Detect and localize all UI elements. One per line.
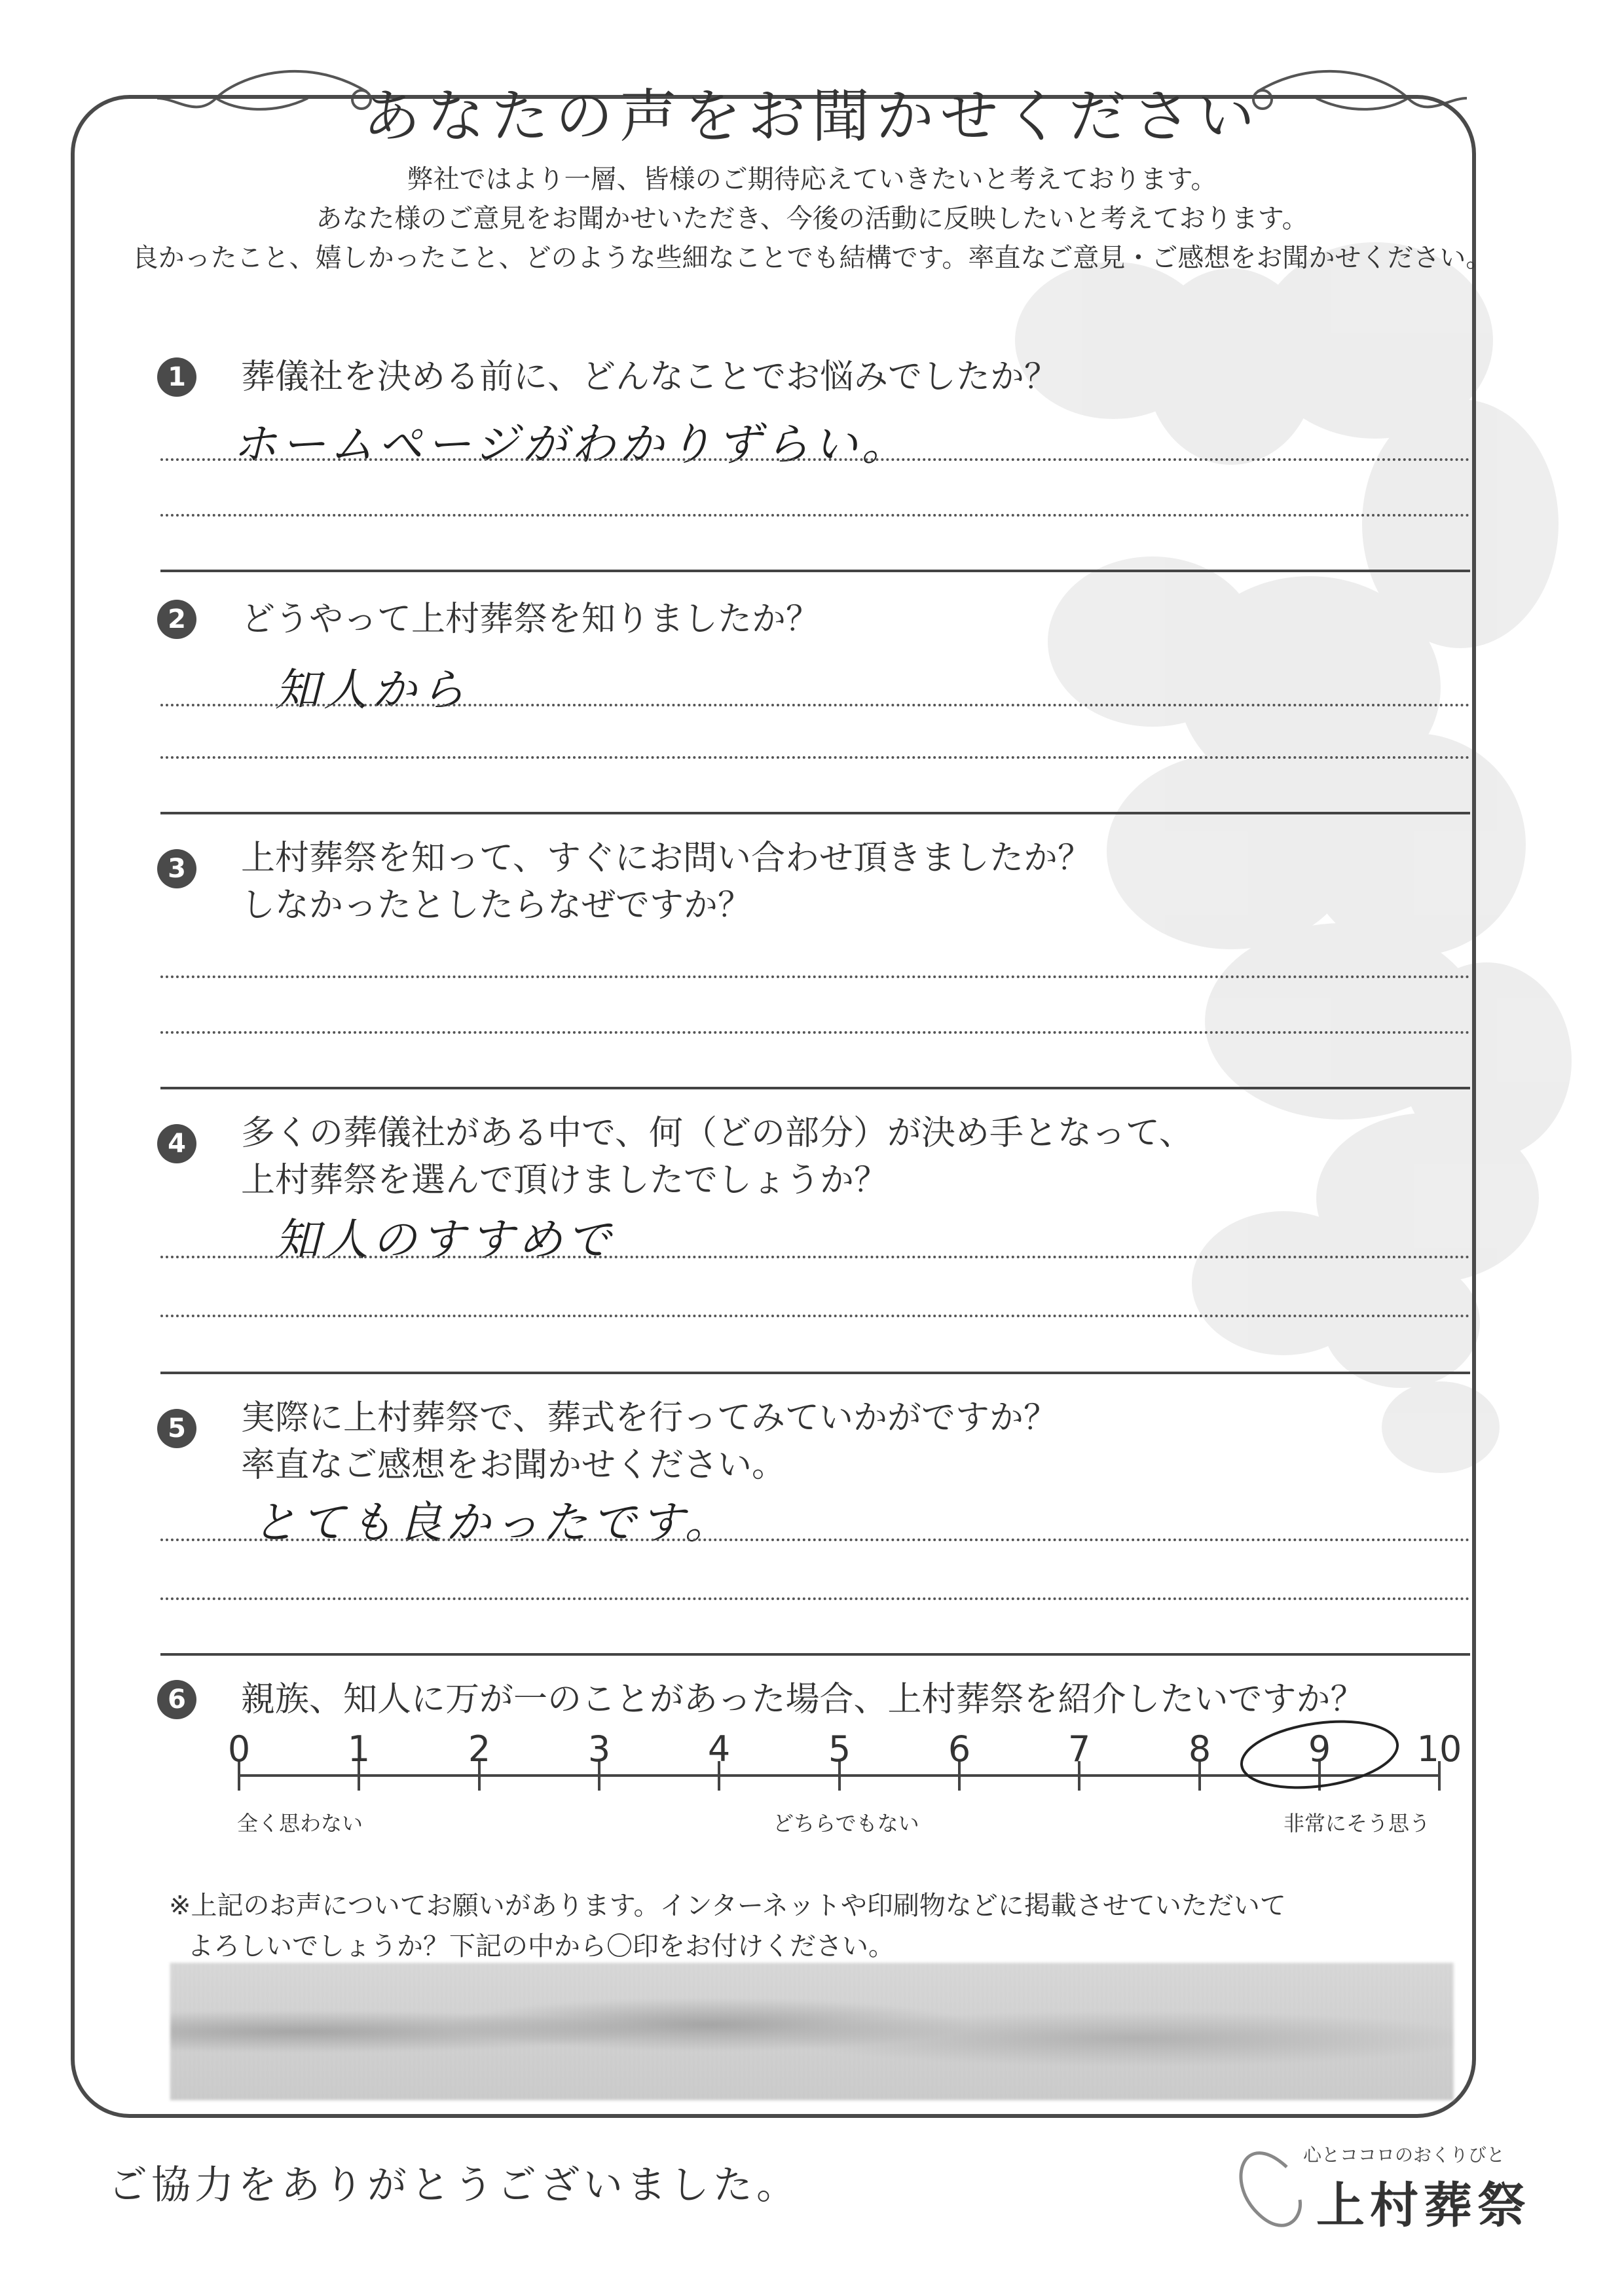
- answer-line: [160, 756, 1470, 759]
- answer-1: ホームページがわかりずらい。: [232, 419, 910, 471]
- question-number: 4: [157, 1124, 196, 1163]
- answer-line: [160, 458, 1470, 461]
- question-text: 葬儀社を決める前に、どんなことでお悩みでしたか？: [241, 357, 1059, 397]
- company-tagline: 心とココロのおくりびと: [1303, 2144, 1505, 2166]
- question-text: しなかったとしたらなぜですか？: [241, 886, 752, 925]
- answer-line: [160, 704, 1470, 706]
- intro-line: 良かったこと、嬉しかったこと、どのような些細なことでも結構です。率直なご意見・ご感想をお聞かせください。: [132, 243, 1492, 273]
- scale-tick-label-selected: 9: [1308, 1728, 1331, 1770]
- answer-line: [160, 1315, 1470, 1317]
- intro-line: あなた様のご意見をお聞かせいただき、今後の活動に反映したいと考えております。: [316, 204, 1308, 234]
- scale-tick-label: 5: [828, 1728, 851, 1770]
- question-number: 3: [157, 849, 196, 888]
- answer-line: [160, 1256, 1470, 1258]
- note-line: ※上記のお声についてお願いがあります。インターネットや印刷物などに掲載させていただいて: [169, 1891, 1286, 1921]
- answer-4: 知人のすすめで: [275, 1214, 615, 1266]
- answer-line: [160, 975, 1470, 978]
- intro-text: [0, 160, 1624, 278]
- scale-tick-label: 0: [227, 1728, 251, 1770]
- question-text: どうやって上村葬祭を知りましたか？: [241, 600, 821, 639]
- section-divider: [160, 1653, 1470, 1656]
- redacted-area: [170, 1963, 1454, 2100]
- scale-tick-label: 1: [347, 1728, 371, 1770]
- question-number: 1: [157, 357, 196, 397]
- question-text: 親族、知人に万が一のことがあった場合、上村葬祭を紹介したいですか？: [241, 1680, 1365, 1719]
- scale-tick-label: 6: [948, 1728, 971, 1770]
- question-text: 上村葬祭を知って、すぐにお問い合わせ頂きましたか？: [241, 839, 1092, 878]
- question-text: 上村葬祭を選んで頂けましたでしょうか？: [241, 1161, 889, 1200]
- scale-tick-label: 10: [1416, 1728, 1462, 1770]
- question-number: 6: [157, 1680, 196, 1719]
- note-line: よろしいでしょうか？下記の中から〇印をお付けください。: [187, 1931, 895, 1961]
- scale-label-high: 非常にそう思う: [1283, 1811, 1431, 1836]
- intro-line: 弊社ではより一層、皆様のご期待応えていきたいと考えております。: [407, 164, 1217, 194]
- scale-tick-label: 2: [468, 1728, 491, 1770]
- question-number: 5: [157, 1409, 196, 1448]
- scale-tick-label: 7: [1067, 1728, 1091, 1770]
- thanks-text: ご協力をありがとうございました。: [108, 2162, 800, 2208]
- question-number: 2: [157, 600, 196, 639]
- company-logo: 上村葬祭: [1316, 2178, 1531, 2234]
- answer-2: 知人から: [275, 665, 470, 716]
- scale-label-mid: どちらでもない: [773, 1811, 919, 1836]
- section-divider: [160, 812, 1470, 814]
- section-divider: [160, 1372, 1470, 1374]
- scale-label-low: 全く思わない: [237, 1811, 363, 1836]
- publication-note: [169, 1886, 1286, 1967]
- section-divider: [160, 1087, 1470, 1089]
- scale-tick-label: 3: [587, 1728, 611, 1770]
- answer-line: [160, 1597, 1470, 1600]
- question-text: 実際に上村葬祭で、葬式を行ってみていかがですか？: [241, 1398, 1058, 1438]
- page-title: あなたの声をお聞かせください: [362, 82, 1261, 150]
- question-text: 率直なご感想をお聞かせください。: [241, 1446, 786, 1485]
- answer-line: [160, 1031, 1470, 1034]
- section-divider: [160, 570, 1470, 572]
- answer-line: [160, 1539, 1470, 1541]
- question-text: 多くの葬儀社がある中で、何（どの部分）が決め手となって、: [241, 1114, 1193, 1153]
- scale-tick-label: 4: [707, 1728, 731, 1770]
- scale-tick-label: 8: [1188, 1728, 1211, 1770]
- answer-5: とても良かったです。: [252, 1497, 733, 1549]
- answer-line: [160, 514, 1470, 517]
